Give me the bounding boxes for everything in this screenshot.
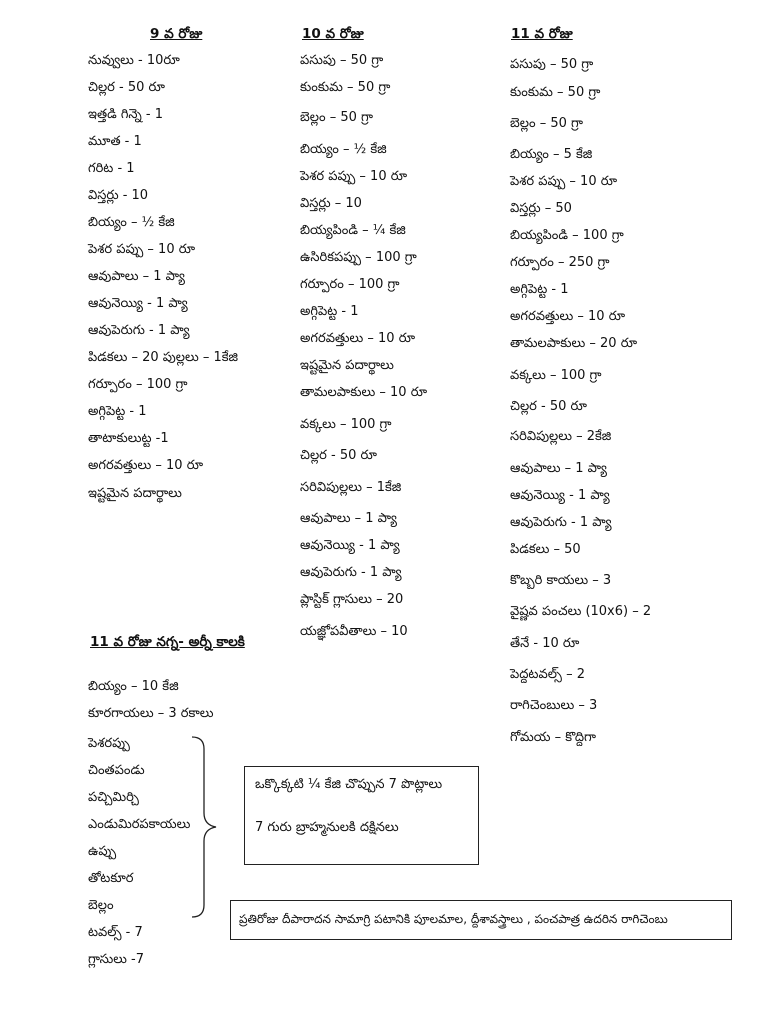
list-item: ఎండుమిరపకాయలు	[88, 817, 191, 832]
list-item: అగరవత్తులు – 10 రూ	[510, 309, 626, 324]
list-item: అగ్గిపెట్ట - 1	[300, 304, 359, 319]
list-item: పెద్దటవల్స్ – 2	[510, 667, 585, 682]
list-item: ఆవుపెరుగు - 1 ప్యా	[300, 565, 402, 580]
list-item: పెశర పప్పు – 10 రూ	[88, 242, 196, 257]
list-item: బియ్యపిండి – 100 గ్రా	[510, 228, 624, 243]
list-item: టవల్స్ - 7	[88, 925, 143, 940]
list-item: బియ్యం – ½ కేజి	[88, 215, 175, 230]
list-item: ఇష్టమైన పదార్థాలు	[300, 358, 394, 373]
list-item: గోమయ – కొద్దిగా	[510, 730, 597, 745]
list-item: చిల్లర - 50 రూ	[510, 399, 587, 414]
list-item: బియ్యం – 5 కేజి	[510, 147, 593, 162]
day9-header: 9 వ రోజు	[150, 26, 203, 42]
list-item: బెల్లం – 50 గ్రా	[510, 116, 583, 131]
list-item: విస్తర్లు – 50	[510, 201, 572, 216]
note-box	[244, 766, 479, 865]
list-item: పచ్చిమిర్చి	[88, 790, 139, 805]
list-item: కుంకుమ – 50 గ్రా	[510, 85, 601, 100]
list-item: ఉప్పు	[88, 844, 117, 859]
list-item: ఆవునెయ్యి - 1 ప్యా	[88, 296, 188, 311]
list-item: విస్తర్లు - 10	[88, 188, 149, 203]
list-item: గర్పూరం – 100 గ్రా	[88, 377, 188, 392]
list-item: విస్తర్లు – 10	[300, 196, 362, 211]
list-item: బియ్యం – ½ కేజి	[300, 142, 387, 157]
list-item: బియ్యపిండి – ¼ కేజి	[300, 223, 406, 238]
list-item: కూరగాయలు – 3 రకాలు	[88, 706, 214, 721]
list-item: ఆవుపెరుగు - 1 ప్యా	[88, 323, 190, 338]
list-item: చిల్లర - 50 రూ	[300, 448, 377, 463]
list-item: కొబ్బరి కాయలు – 3	[510, 573, 612, 588]
day10-header: 10 వ రోజు	[302, 26, 364, 42]
list-item: ఉసిరికపప్పు – 100 గ్రా	[300, 250, 417, 265]
list-item: ఆవుపాలు – 1 ప్యా	[300, 511, 397, 526]
list-item: నువ్వులు - 10రూ	[88, 53, 180, 68]
list-item: ఆవుపాలు – 1 ప్యా	[510, 461, 607, 476]
list-item: గరిట - 1	[88, 161, 135, 176]
list-item: తోటకూర	[88, 871, 134, 886]
section-header: 11 వ రోజు నగ్న- అర్నీ కాలకి	[90, 634, 245, 650]
list-item: గర్పూరం – 250 గ్రా	[510, 255, 610, 270]
list-item: ఇత్తడి గిన్నె - 1	[88, 107, 164, 122]
list-item: ఆవునెయ్యి - 1 ప్యా	[510, 488, 610, 503]
list-item: పసుపు – 50 గ్రా	[510, 57, 594, 72]
list-item: అగరవత్తులు – 10 రూ	[88, 458, 204, 473]
list-item: వక్కలు – 100 గ్రా	[300, 417, 392, 432]
list-item: వైష్ణవ పంచలు (10x6) – 2	[510, 604, 652, 619]
list-item: పెశరప్పు	[88, 736, 130, 751]
list-item: తామలపాకులు – 10 రూ	[300, 385, 428, 400]
list-item: చింతపండు	[88, 763, 145, 778]
list-item: యజ్ఞోపవీతాలు – 10	[300, 624, 408, 639]
list-item: బెల్లం	[88, 898, 114, 913]
list-item: తామలపాకులు – 20 రూ	[510, 336, 638, 351]
daily-items-text: ప్రతిరోజు దీపారాదన సామాగ్రి పటానికి పూలమాల, ద్దీశావస్త్రాలు , పంచపాత్ర ఉదరిన రాగిచెంబు	[239, 912, 668, 926]
list-item: సరివిపుల్లలు – 1కేజి	[300, 480, 402, 495]
daily-items-box	[230, 900, 732, 940]
list-item: గ్లాసులు -7	[88, 952, 145, 967]
list-item: తాటాకులుట్ట -1	[88, 431, 169, 446]
list-item: ఆవునెయ్యి - 1 ప్యా	[300, 538, 400, 553]
note-line: ఒక్కొక్కటి ¼ కేజి చొప్పున 7 పొట్లాలు	[255, 777, 443, 792]
list-item: కుంకుమ – 50 గ్రా	[300, 80, 391, 95]
list-item: చిల్లర - 50 రూ	[88, 80, 165, 95]
list-item: పిడకలు – 20 పుల్లలు – 1కేజి	[88, 350, 239, 365]
curly-brace	[190, 735, 220, 920]
list-item: గర్పూరం – 100 గ్రా	[300, 277, 400, 292]
list-item: సరివిపుల్లలు – 2కేజి	[510, 429, 612, 444]
list-item: ఆవుపాలు – 1 ప్యా	[88, 269, 185, 284]
list-item: బియ్యం – 10 కేజి	[88, 679, 179, 694]
list-item: ప్లాస్టిక్ గ్లాసులు – 20	[300, 592, 404, 607]
list-item: పసుపు – 50 గ్రా	[300, 53, 384, 68]
list-item: పిడకలు – 50	[510, 542, 581, 557]
list-item: ఆవుపెరుగు - 1 ప్యా	[510, 515, 612, 530]
list-item: అగ్గిపెట్ట - 1	[510, 282, 569, 297]
list-item: మూత - 1	[88, 134, 142, 149]
note-line: 7 గురు బ్రాహ్మనులకి దక్షినలు	[255, 820, 399, 835]
list-item: రాగిచెంబులు – 3	[510, 698, 598, 713]
list-item: పెశర పప్పు – 10 రూ	[510, 174, 618, 189]
list-item: తేనే - 10 రూ	[510, 636, 580, 651]
list-item: బెల్లం – 50 గ్రా	[300, 110, 373, 125]
list-item: ఇష్టమైన పదార్థాలు	[88, 486, 182, 501]
list-item: అగరవత్తులు – 10 రూ	[300, 331, 416, 346]
list-item: పెశర పప్పు – 10 రూ	[300, 169, 408, 184]
list-item: వక్కలు – 100 గ్రా	[510, 368, 602, 383]
day11-header: 11 వ రోజు	[511, 26, 573, 42]
list-item: అగ్గిపెట్ట - 1	[88, 404, 147, 419]
